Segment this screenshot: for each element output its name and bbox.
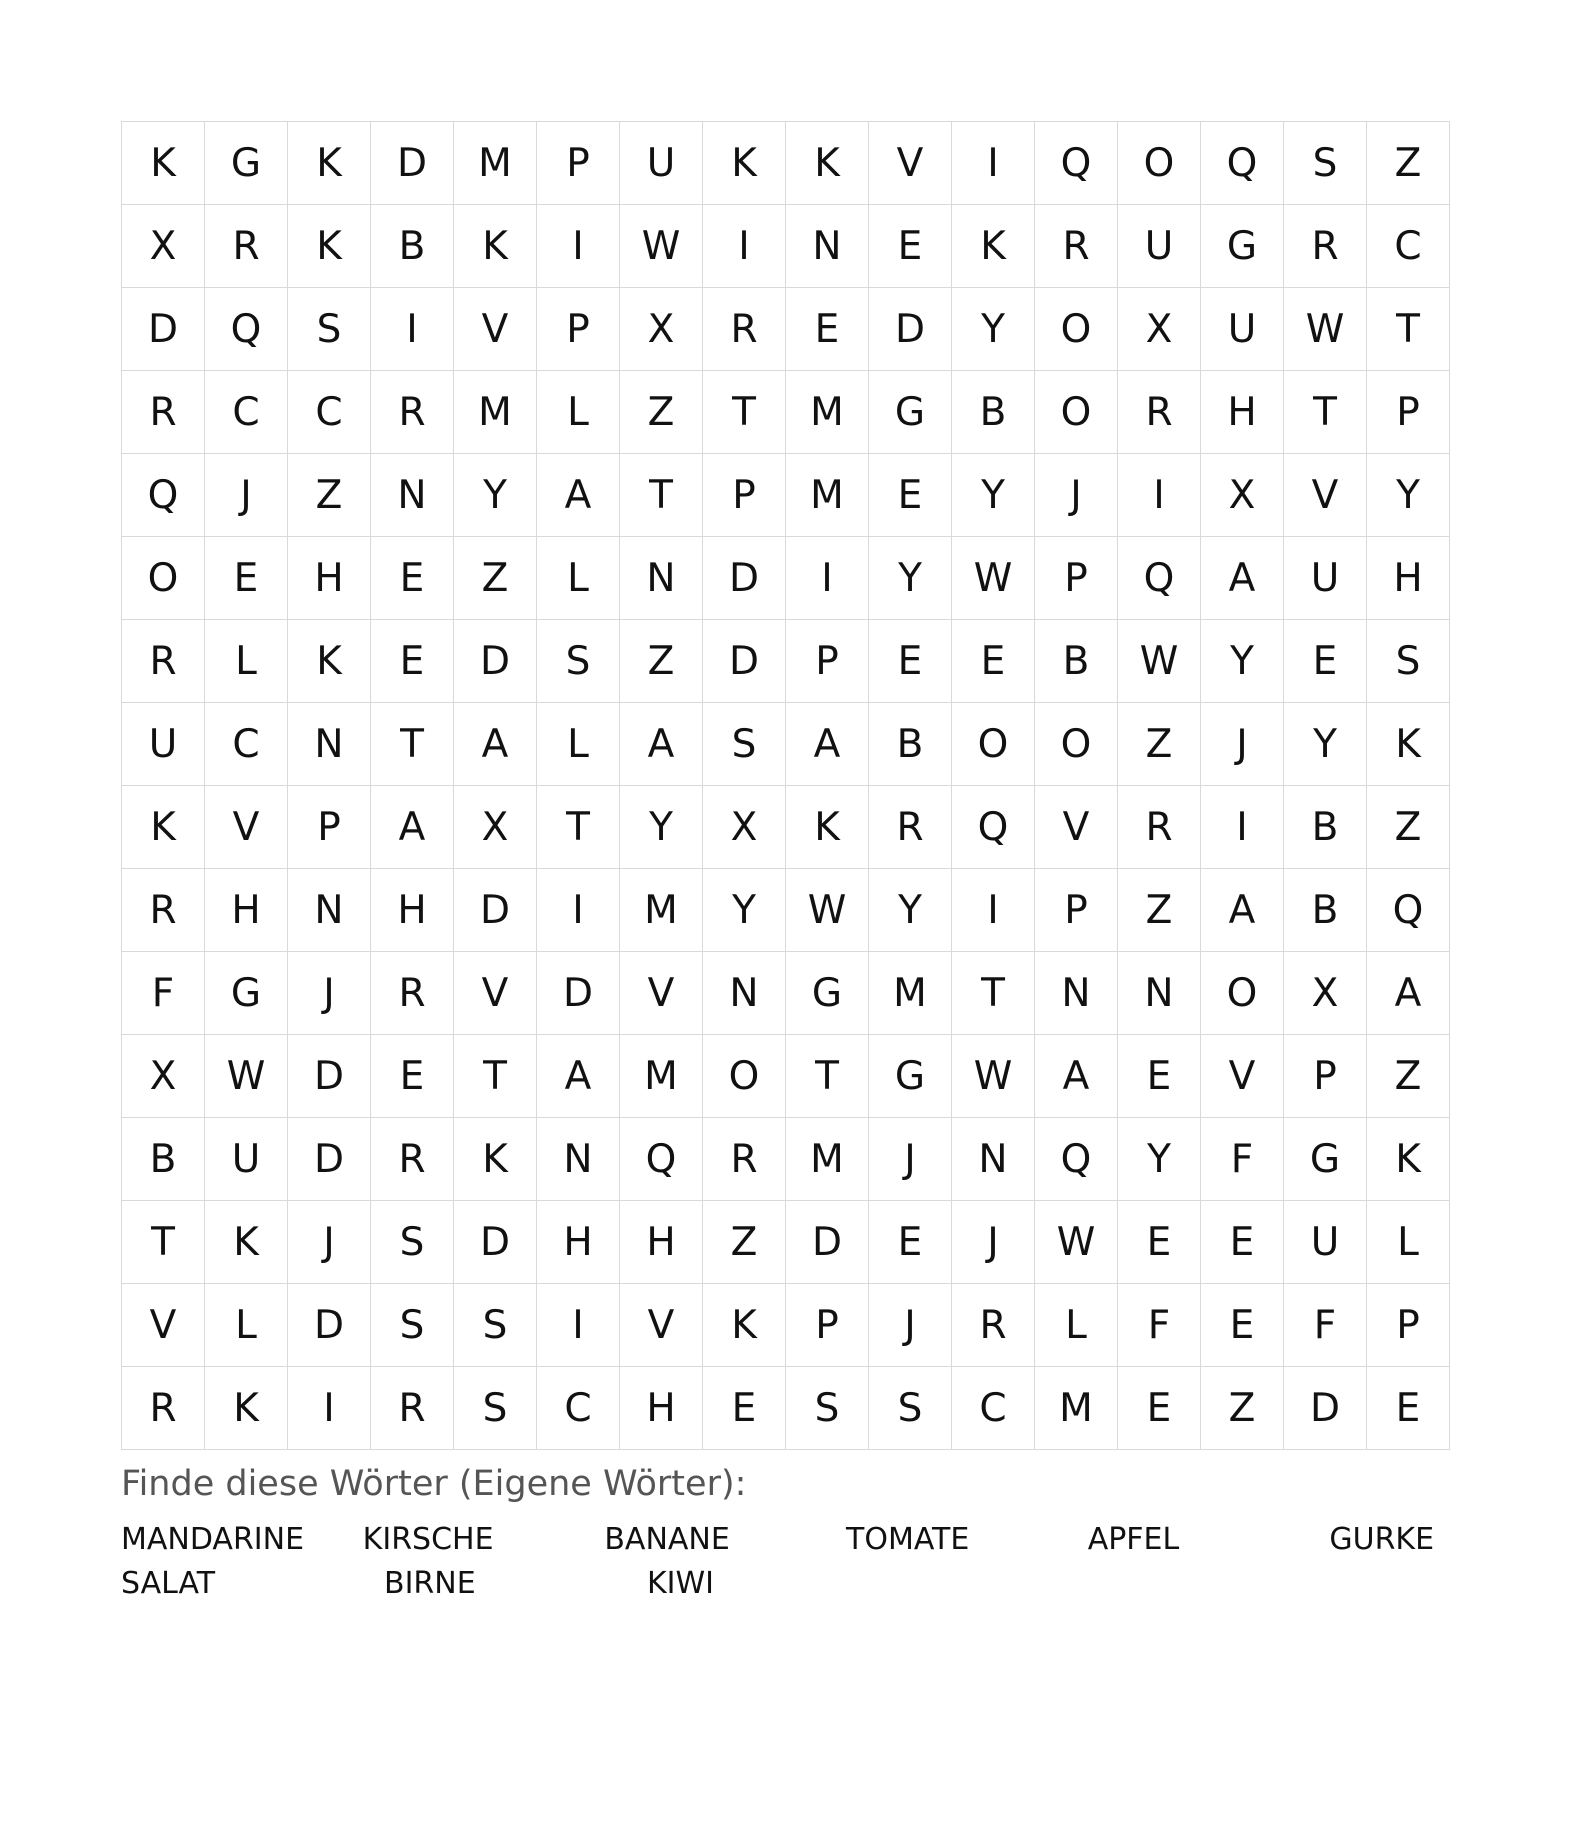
grid-cell: R (371, 371, 454, 454)
grid-cell: X (122, 205, 205, 288)
grid-cell: Y (1201, 620, 1284, 703)
grid-cell: N (952, 1118, 1035, 1201)
grid-cell: R (122, 371, 205, 454)
grid-cell: K (205, 1367, 288, 1450)
grid-cell: Y (1284, 703, 1367, 786)
grid-cell: K (786, 786, 869, 869)
grid-cell: H (620, 1201, 703, 1284)
grid-cell: K (288, 620, 371, 703)
word-list-item: BANANE (604, 1522, 730, 1557)
grid-cell: B (1035, 620, 1118, 703)
grid-cell: E (1284, 620, 1367, 703)
grid-cell: Y (869, 869, 952, 952)
grid-cell: Z (1201, 1367, 1284, 1450)
grid-cell: F (1284, 1284, 1367, 1367)
grid-cell: K (122, 786, 205, 869)
grid-cell: L (1367, 1201, 1450, 1284)
grid-cell: F (1201, 1118, 1284, 1201)
grid-cell: M (869, 952, 952, 1035)
grid-cell: C (205, 703, 288, 786)
grid-cell: W (205, 1035, 288, 1118)
grid-cell: W (620, 205, 703, 288)
grid-cell: A (1367, 952, 1450, 1035)
grid-cell: B (371, 205, 454, 288)
grid-row (122, 786, 1450, 869)
grid-cell: U (1118, 205, 1201, 288)
grid-row (122, 869, 1450, 952)
grid-cell: R (1118, 371, 1201, 454)
grid-cell: S (371, 1284, 454, 1367)
grid-cell: A (537, 1035, 620, 1118)
grid-cell: E (869, 1201, 952, 1284)
grid-cell: X (122, 1035, 205, 1118)
grid-cell: A (371, 786, 454, 869)
word-list (121, 1522, 1571, 1610)
grid-cell: D (288, 1035, 371, 1118)
grid-cell: G (1201, 205, 1284, 288)
word-search-grid (121, 121, 1450, 1450)
grid-cell: O (1035, 371, 1118, 454)
grid-cell: E (371, 537, 454, 620)
grid-cell: U (1284, 1201, 1367, 1284)
grid-cell: E (1201, 1201, 1284, 1284)
grid-cell: I (537, 205, 620, 288)
grid-cell: T (952, 952, 1035, 1035)
grid-cell: N (1035, 952, 1118, 1035)
grid-cell: R (952, 1284, 1035, 1367)
grid-cell: L (1035, 1284, 1118, 1367)
grid-cell: W (786, 869, 869, 952)
grid-cell: J (869, 1118, 952, 1201)
grid-cell: M (454, 371, 537, 454)
grid-cell: H (205, 869, 288, 952)
grid-cell: K (288, 122, 371, 205)
grid-cell: I (1118, 454, 1201, 537)
grid-cell: N (620, 537, 703, 620)
word-list-item: GURKE (1329, 1522, 1435, 1557)
grid-cell: W (952, 537, 1035, 620)
grid-cell: V (620, 952, 703, 1035)
word-list-item: APFEL (1087, 1522, 1180, 1557)
grid-cell: P (1367, 371, 1450, 454)
word-list-row (121, 1566, 1571, 1610)
grid-cell: J (1201, 703, 1284, 786)
word-list-item: TOMATE (846, 1522, 970, 1557)
grid-cell: P (703, 454, 786, 537)
grid-cell: Z (703, 1201, 786, 1284)
grid-cell: V (620, 1284, 703, 1367)
grid-cell: L (537, 703, 620, 786)
grid-cell: Z (1367, 786, 1450, 869)
grid-cell: I (952, 869, 1035, 952)
grid-cell: V (454, 288, 537, 371)
grid-cell: V (1201, 1035, 1284, 1118)
grid-row (122, 205, 1450, 288)
instructions-heading: Finde diese Wörter (Eigene Wörter): (121, 1464, 747, 1504)
word-list-item: KIWI (647, 1566, 715, 1601)
grid-cell: K (952, 205, 1035, 288)
grid-cell: E (1118, 1201, 1201, 1284)
grid-cell: O (952, 703, 1035, 786)
grid-cell: S (703, 703, 786, 786)
grid-cell: D (786, 1201, 869, 1284)
grid-cell: G (205, 122, 288, 205)
grid-cell: K (454, 1118, 537, 1201)
grid-cell: Y (869, 537, 952, 620)
grid-cell: D (703, 537, 786, 620)
grid-cell: A (454, 703, 537, 786)
grid-cell: V (1035, 786, 1118, 869)
grid-cell: S (288, 288, 371, 371)
grid-cell: N (288, 703, 371, 786)
grid-cell: X (1284, 952, 1367, 1035)
grid-cell: J (869, 1284, 952, 1367)
grid-cell: Y (620, 786, 703, 869)
grid-cell: R (1284, 205, 1367, 288)
grid-cell: W (952, 1035, 1035, 1118)
grid-cell: R (122, 620, 205, 703)
grid-cell: D (454, 869, 537, 952)
grid-cell: Q (952, 786, 1035, 869)
grid-cell: V (122, 1284, 205, 1367)
grid-cell: R (1118, 786, 1201, 869)
grid-cell: J (288, 1201, 371, 1284)
grid-cell: J (288, 952, 371, 1035)
grid-cell: H (620, 1367, 703, 1450)
grid-cell: N (537, 1118, 620, 1201)
grid-cell: C (537, 1367, 620, 1450)
grid-cell: F (1118, 1284, 1201, 1367)
grid-cell: A (537, 454, 620, 537)
grid-cell: P (1284, 1035, 1367, 1118)
word-list-item: KIRSCHE (362, 1522, 494, 1557)
grid-cell: T (703, 371, 786, 454)
grid-row (122, 371, 1450, 454)
grid-cell: W (1118, 620, 1201, 703)
grid-row (122, 1035, 1450, 1118)
grid-row (122, 1201, 1450, 1284)
grid-cell: E (1118, 1035, 1201, 1118)
grid-cell: B (1284, 786, 1367, 869)
grid-cell: X (620, 288, 703, 371)
grid-row (122, 537, 1450, 620)
grid-cell: E (1367, 1367, 1450, 1450)
grid-cell: M (1035, 1367, 1118, 1450)
grid-cell: H (1201, 371, 1284, 454)
grid-cell: E (371, 1035, 454, 1118)
grid-cell: E (952, 620, 1035, 703)
word-list-item: MANDARINE (121, 1522, 305, 1557)
grid-cell: E (786, 288, 869, 371)
grid-cell: Z (454, 537, 537, 620)
grid-cell: E (869, 454, 952, 537)
grid-cell: O (703, 1035, 786, 1118)
grid-cell: X (1201, 454, 1284, 537)
grid-cell: D (537, 952, 620, 1035)
grid-cell: H (537, 1201, 620, 1284)
grid-cell: Y (1367, 454, 1450, 537)
grid-cell: E (1118, 1367, 1201, 1450)
grid-cell: S (454, 1284, 537, 1367)
grid-row (122, 454, 1450, 537)
grid-cell: T (1367, 288, 1450, 371)
grid-cell: D (869, 288, 952, 371)
word-list-item: BIRNE (384, 1566, 476, 1601)
grid-cell: X (703, 786, 786, 869)
grid-cell: M (620, 1035, 703, 1118)
grid-cell: B (952, 371, 1035, 454)
grid-cell: P (537, 122, 620, 205)
grid-cell: M (454, 122, 537, 205)
grid-cell: Q (1201, 122, 1284, 205)
grid-cell: U (620, 122, 703, 205)
grid-cell: K (703, 1284, 786, 1367)
grid-cell: B (1284, 869, 1367, 952)
grid-cell: U (1284, 537, 1367, 620)
grid-cell: A (620, 703, 703, 786)
grid-cell: D (122, 288, 205, 371)
grid-cell: T (371, 703, 454, 786)
grid-cell: V (205, 786, 288, 869)
grid-cell: N (786, 205, 869, 288)
grid-cell: O (1118, 122, 1201, 205)
grid-cell: O (1201, 952, 1284, 1035)
grid-cell: D (454, 620, 537, 703)
grid-cell: G (869, 371, 952, 454)
grid-cell: Z (1367, 1035, 1450, 1118)
grid-cell: K (122, 122, 205, 205)
grid-cell: A (1201, 869, 1284, 952)
grid-cell: I (371, 288, 454, 371)
grid-cell: J (952, 1201, 1035, 1284)
grid-cell: T (454, 1035, 537, 1118)
grid-cell: S (454, 1367, 537, 1450)
grid-cell: E (703, 1367, 786, 1450)
grid-cell: R (371, 1367, 454, 1450)
grid-cell: S (786, 1367, 869, 1450)
grid-cell: E (869, 620, 952, 703)
grid-cell: I (703, 205, 786, 288)
grid-cell: M (786, 371, 869, 454)
grid-cell: R (1035, 205, 1118, 288)
grid-cell: D (288, 1284, 371, 1367)
grid-cell: Y (454, 454, 537, 537)
grid-cell: U (122, 703, 205, 786)
grid-cell: H (371, 869, 454, 952)
grid-cell: P (537, 288, 620, 371)
grid-cell: Z (620, 371, 703, 454)
grid-cell: J (1035, 454, 1118, 537)
grid-cell: Z (1118, 703, 1201, 786)
grid-cell: P (786, 1284, 869, 1367)
grid-cell: O (1035, 703, 1118, 786)
word-list-row (121, 1522, 1571, 1566)
grid-cell: V (869, 122, 952, 205)
grid-cell: U (205, 1118, 288, 1201)
grid-cell: M (786, 454, 869, 537)
grid-cell: I (537, 1284, 620, 1367)
grid-cell: T (786, 1035, 869, 1118)
grid-cell: E (205, 537, 288, 620)
grid-cell: N (371, 454, 454, 537)
grid-cell: F (122, 952, 205, 1035)
grid-cell: T (122, 1201, 205, 1284)
grid-cell: R (703, 288, 786, 371)
grid-cell: L (205, 620, 288, 703)
grid-cell: R (703, 1118, 786, 1201)
grid-cell: C (205, 371, 288, 454)
grid-cell: I (288, 1367, 371, 1450)
grid-cell: K (454, 205, 537, 288)
grid-cell: D (703, 620, 786, 703)
grid-row (122, 620, 1450, 703)
grid-cell: K (1367, 1118, 1450, 1201)
grid-cell: N (703, 952, 786, 1035)
grid-row (122, 1118, 1450, 1201)
grid-cell: I (786, 537, 869, 620)
grid-row (122, 1367, 1450, 1450)
grid-cell: E (371, 620, 454, 703)
grid-cell: D (288, 1118, 371, 1201)
grid-cell: S (537, 620, 620, 703)
grid-cell: Q (205, 288, 288, 371)
grid-cell: N (288, 869, 371, 952)
grid-cell: M (786, 1118, 869, 1201)
grid-cell: P (1035, 537, 1118, 620)
grid-cell: K (1367, 703, 1450, 786)
grid-cell: M (620, 869, 703, 952)
grid-cell: E (1201, 1284, 1284, 1367)
grid-cell: Y (952, 288, 1035, 371)
grid-cell: W (1035, 1201, 1118, 1284)
grid-cell: P (786, 620, 869, 703)
grid-cell: R (869, 786, 952, 869)
grid-cell: R (122, 869, 205, 952)
grid-cell: K (205, 1201, 288, 1284)
grid-cell: I (537, 869, 620, 952)
grid-cell: R (205, 205, 288, 288)
grid-cell: G (205, 952, 288, 1035)
grid-cell: X (454, 786, 537, 869)
grid-cell: Q (1035, 1118, 1118, 1201)
grid-row (122, 288, 1450, 371)
grid-cell: K (703, 122, 786, 205)
grid-cell: P (288, 786, 371, 869)
grid-cell: K (786, 122, 869, 205)
grid-cell: Z (288, 454, 371, 537)
grid-cell: C (1367, 205, 1450, 288)
grid-cell: S (1367, 620, 1450, 703)
grid-cell: A (786, 703, 869, 786)
grid-cell: Z (620, 620, 703, 703)
grid-cell: V (1284, 454, 1367, 537)
grid-cell: D (371, 122, 454, 205)
grid-cell: N (1118, 952, 1201, 1035)
grid-cell: Q (1367, 869, 1450, 952)
grid-cell: T (537, 786, 620, 869)
grid-cell: G (786, 952, 869, 1035)
grid-cell: S (869, 1367, 952, 1450)
grid-cell: Q (1035, 122, 1118, 205)
grid-cell: L (537, 537, 620, 620)
grid-cell: T (1284, 371, 1367, 454)
grid-cell: S (1284, 122, 1367, 205)
grid-cell: O (1035, 288, 1118, 371)
grid-cell: R (371, 952, 454, 1035)
grid-cell: C (952, 1367, 1035, 1450)
grid-cell: Q (620, 1118, 703, 1201)
grid-cell: Z (1367, 122, 1450, 205)
grid-cell: L (205, 1284, 288, 1367)
grid-cell: A (1201, 537, 1284, 620)
grid-cell: B (869, 703, 952, 786)
grid-cell: D (454, 1201, 537, 1284)
grid-cell: H (288, 537, 371, 620)
grid-cell: X (1118, 288, 1201, 371)
grid-cell: G (869, 1035, 952, 1118)
grid-cell: C (288, 371, 371, 454)
word-list-item: SALAT (121, 1566, 216, 1601)
grid-cell: W (1284, 288, 1367, 371)
grid-cell: D (1284, 1367, 1367, 1450)
grid-cell: Y (703, 869, 786, 952)
grid-cell: S (371, 1201, 454, 1284)
grid-cell: P (1367, 1284, 1450, 1367)
grid-cell: G (1284, 1118, 1367, 1201)
grid-cell: T (620, 454, 703, 537)
grid-cell: H (1367, 537, 1450, 620)
grid-row (122, 122, 1450, 205)
grid-cell: Y (952, 454, 1035, 537)
grid-cell: P (1035, 869, 1118, 952)
grid-row (122, 1284, 1450, 1367)
grid-row (122, 952, 1450, 1035)
grid-cell: E (869, 205, 952, 288)
grid-row (122, 703, 1450, 786)
grid-cell: O (122, 537, 205, 620)
grid-cell: V (454, 952, 537, 1035)
grid-cell: K (288, 205, 371, 288)
grid-cell: L (537, 371, 620, 454)
grid-cell: I (952, 122, 1035, 205)
grid-cell: Q (122, 454, 205, 537)
grid-cell: J (205, 454, 288, 537)
grid-cell: Z (1118, 869, 1201, 952)
grid-cell: R (122, 1367, 205, 1450)
grid-cell: U (1201, 288, 1284, 371)
grid-cell: A (1035, 1035, 1118, 1118)
grid-cell: B (122, 1118, 205, 1201)
grid-cell: I (1201, 786, 1284, 869)
grid-cell: Y (1118, 1118, 1201, 1201)
grid-cell: Q (1118, 537, 1201, 620)
grid-cell: R (371, 1118, 454, 1201)
